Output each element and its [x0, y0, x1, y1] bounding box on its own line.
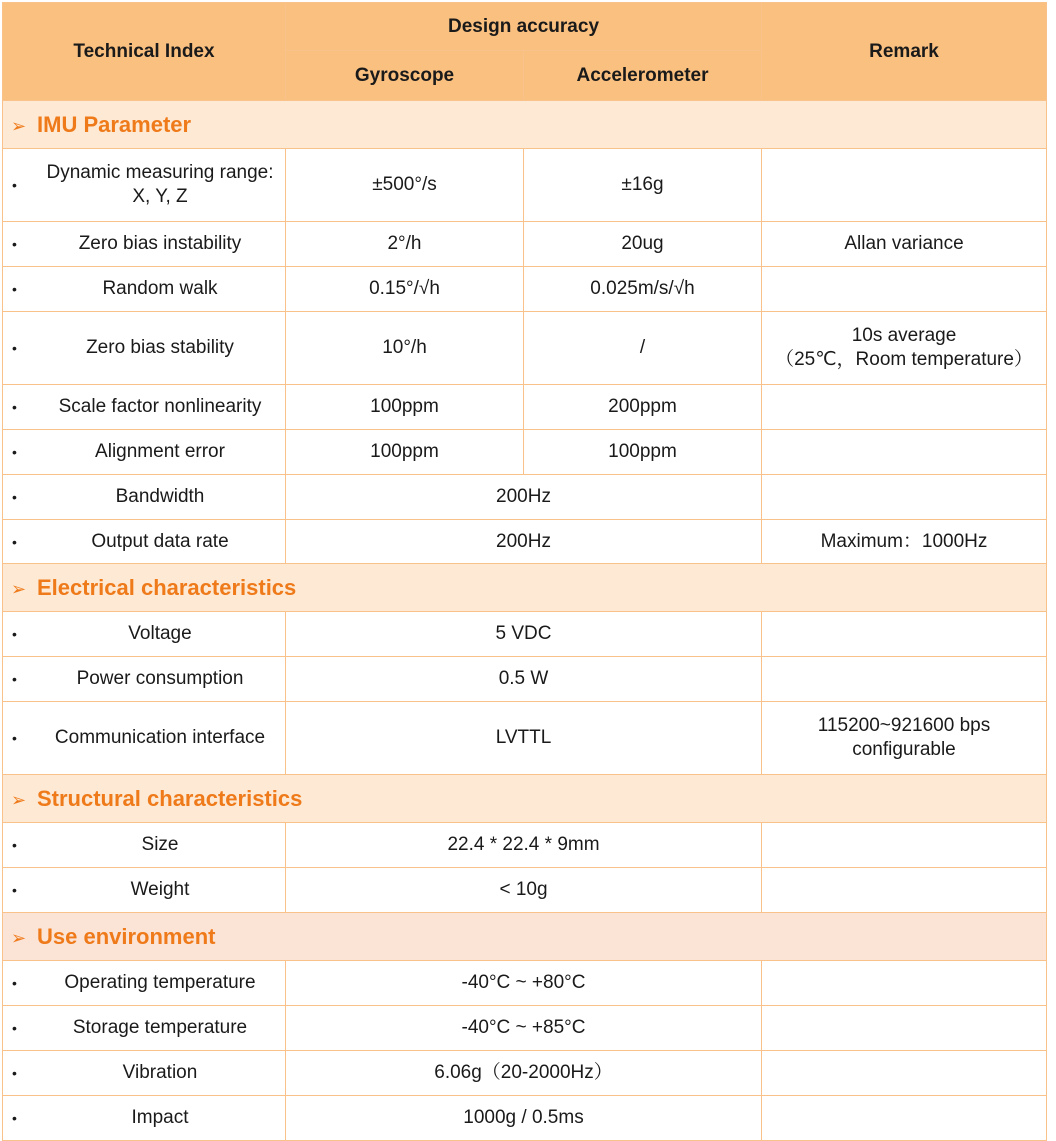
section-environment — [3, 913, 1047, 961]
remark-value — [762, 657, 1047, 702]
section-title: Electrical characteristics — [37, 574, 297, 600]
section-title: IMU Parameter — [37, 111, 192, 137]
table-row — [3, 823, 1047, 868]
table-row — [3, 1006, 1047, 1051]
remark-value — [762, 702, 1047, 775]
bullet-icon: • — [12, 730, 17, 746]
remark-value — [762, 823, 1047, 868]
remark-line: configurable — [852, 739, 956, 760]
remark-line: 10s average — [851, 325, 957, 346]
merged-value: 22.4 * 22.4 * 9mm — [286, 823, 762, 868]
row-label: Storage temperature — [72, 1017, 248, 1038]
bullet-icon: • — [12, 882, 17, 898]
bullet-icon: • — [12, 1065, 17, 1081]
table-row — [3, 312, 1047, 385]
spec-table — [2, 2, 1047, 1141]
header-remark: Remark — [762, 3, 1047, 101]
row-label: Bandwidth — [115, 486, 205, 507]
header-gyroscope: Gyroscope — [286, 51, 524, 101]
remark-value — [762, 267, 1047, 312]
remark-value — [762, 961, 1047, 1006]
row-label: Vibration — [122, 1062, 198, 1083]
merged-value: < 10g — [286, 868, 762, 913]
accel-value: 0.025m/s/√h — [524, 267, 762, 312]
section-title: Use environment — [37, 923, 216, 949]
row-label: Power consumption — [76, 668, 244, 689]
table-row — [3, 149, 1047, 222]
section-arrow-icon: ➢ — [11, 789, 27, 810]
merged-value: 200Hz — [286, 475, 762, 520]
section-arrow-icon: ➢ — [11, 115, 27, 136]
table-row — [3, 267, 1047, 312]
remark-value — [762, 475, 1047, 520]
row-label: Zero bias instability — [78, 233, 242, 254]
remark-value — [762, 430, 1047, 475]
remark-value: Allan variance — [762, 222, 1047, 267]
remark-value — [762, 1006, 1047, 1051]
table-row — [3, 385, 1047, 430]
section-imu — [3, 101, 1047, 149]
gyro-value: ±500°/s — [286, 149, 524, 222]
table-row — [3, 430, 1047, 475]
row-label: Alignment error — [95, 441, 225, 462]
table-row — [3, 222, 1047, 267]
bullet-icon: • — [12, 489, 17, 505]
accel-value: / — [524, 312, 762, 385]
bullet-icon: • — [12, 533, 17, 550]
table-row — [3, 702, 1047, 775]
merged-value: -40°C ~ +80°C — [286, 961, 762, 1006]
gyro-value: 100ppm — [286, 430, 524, 475]
section-arrow-icon: ➢ — [11, 927, 27, 948]
table-row — [3, 961, 1047, 1006]
merged-value: 1000g / 0.5ms — [286, 1096, 762, 1141]
remark-value — [762, 868, 1047, 913]
remark-value — [762, 312, 1047, 385]
bullet-icon: • — [12, 837, 17, 853]
header-design-accuracy: Design accuracy — [286, 3, 762, 51]
row-label: Voltage — [128, 623, 192, 644]
bullet-icon: • — [12, 626, 17, 642]
remark-line: 115200~921600 bps — [817, 715, 991, 736]
header-accelerometer: Accelerometer — [524, 51, 762, 101]
remark-value — [762, 1096, 1047, 1141]
gyro-value: 0.15°/√h — [286, 267, 524, 312]
row-label: Scale factor nonlinearity — [58, 396, 262, 417]
remark-line: （25℃，Room temperature） — [775, 349, 1033, 370]
remark-value — [762, 612, 1047, 657]
row-label: Weight — [130, 879, 190, 900]
merged-value: 200Hz — [286, 520, 762, 564]
bullet-icon: • — [12, 340, 17, 356]
bullet-icon: • — [12, 1020, 17, 1036]
accel-value: 200ppm — [524, 385, 762, 430]
accel-value: 20ug — [524, 222, 762, 267]
table-row — [3, 657, 1047, 702]
table-row — [3, 520, 1047, 564]
table-row — [3, 868, 1047, 913]
bullet-icon: • — [12, 177, 17, 193]
gyro-value: 10°/h — [286, 312, 524, 385]
header-technical-index: Technical Index — [3, 3, 286, 101]
row-label: Dynamic measuring range: X, Y, Z — [46, 162, 274, 207]
section-title: Structural characteristics — [37, 785, 303, 811]
section-arrow-icon: ➢ — [11, 578, 27, 599]
remark-value — [762, 1051, 1047, 1096]
table-row — [3, 1051, 1047, 1096]
bullet-icon: • — [12, 975, 17, 991]
gyro-value: 100ppm — [286, 385, 524, 430]
merged-value: 0.5 W — [286, 657, 762, 702]
remark-value: Maximum：1000Hz — [762, 520, 1047, 564]
bullet-icon: • — [12, 1110, 17, 1126]
section-structural — [3, 775, 1047, 823]
row-label: Operating temperature — [64, 972, 256, 993]
row-label: Impact — [131, 1107, 189, 1128]
remark-value — [762, 149, 1047, 222]
section-electrical — [3, 564, 1047, 612]
merged-value: -40°C ~ +85°C — [286, 1006, 762, 1051]
table-row — [3, 1096, 1047, 1141]
merged-value: 5 VDC — [286, 612, 762, 657]
row-label: Communication interface — [54, 727, 266, 748]
bullet-icon: • — [12, 236, 17, 252]
gyro-value: 2°/h — [286, 222, 524, 267]
row-label: Random walk — [102, 278, 218, 299]
row-label: Size — [141, 834, 179, 855]
merged-value: 6.06g（20-2000Hz） — [286, 1051, 762, 1096]
table-row — [3, 612, 1047, 657]
bullet-icon: • — [12, 281, 17, 297]
bullet-icon: • — [12, 399, 17, 415]
row-label: Zero bias stability — [86, 337, 234, 358]
accel-value: 100ppm — [524, 430, 762, 475]
merged-value: LVTTL — [286, 702, 762, 775]
accel-value: ±16g — [524, 149, 762, 222]
bullet-icon: • — [12, 671, 17, 687]
row-label: Output data rate — [91, 530, 229, 552]
bullet-icon: • — [12, 444, 17, 460]
remark-value — [762, 385, 1047, 430]
table-row — [3, 475, 1047, 520]
